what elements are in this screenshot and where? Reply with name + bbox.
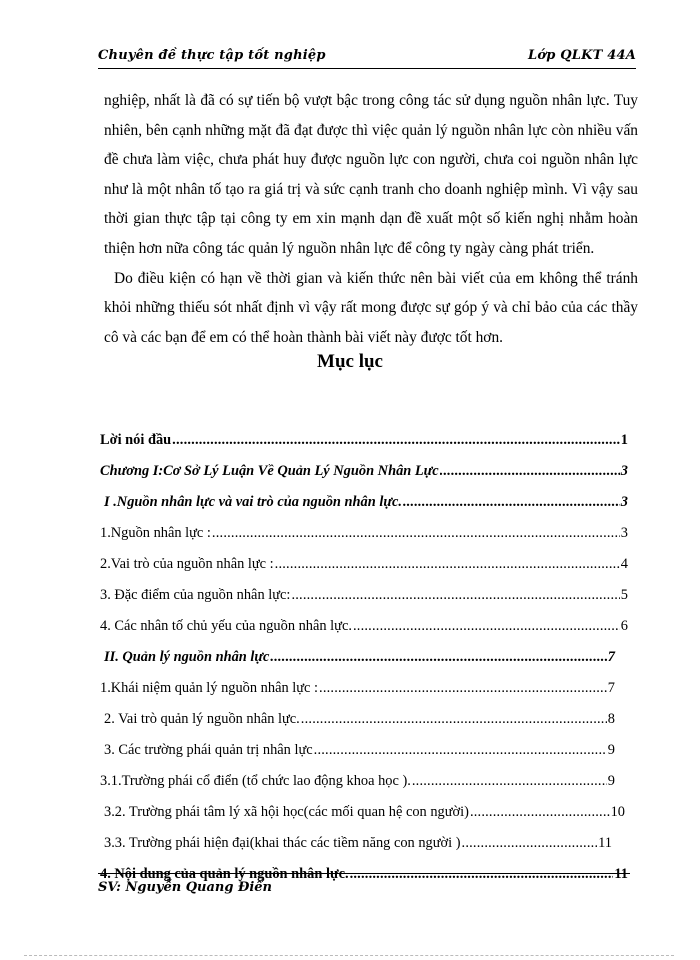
toc-entry-page: 3 [620,494,628,510]
toc-entry-text: 3.2. Trường phái tâm lý xã hội học(các mối quan hệ con người) [104,804,469,820]
toc-entry[interactable] [100,618,628,640]
toc-entry-text: 2.Vai trò của nguồn nhân lực : [100,556,274,572]
body-text [104,86,638,352]
toc-entry[interactable] [104,742,615,764]
toc-entry[interactable] [100,432,628,454]
toc-title: Mục lục [317,351,383,372]
toc-entry-text: 4. Các nhân tố chủ yếu của nguồn nhân lực. [100,618,352,634]
toc-entry-text: I .Nguồn nhân lực và vai trò của nguồn nhân lực. [104,494,402,510]
toc-entry-page: 3 [620,463,628,479]
paragraph-1: nghiệp, nhất là đã có sự tiến bộ vượt bậc trong công tác sử dụng nguồn nhân lực. Tuy nhiên, bên cạnh những mặt đã đạt được thì việc quản lý nguồn nhân lực còn nhiều vấn đề chưa làm việc, chưa phát huy được nguồn lực con người, chưa coi nguồn nhân lực như là một nhân tố tạo ra giá trị và sức cạnh tranh cho doanh nghiệp mình. Vì vậy sau thời gian thực tập tại công ty em xin mạnh dạn đề xuất một số kiến nghị nhằm hoàn thiện hơn nữa công tác quản lý nguồn nhân lực để công ty ngày càng phát triển. [104,92,638,257]
toc-entry-page: 11 [598,835,612,851]
header-class-name: Lớp QLKT 44A [528,48,636,63]
toc-entry[interactable] [100,556,628,578]
toc-entry[interactable] [104,804,625,826]
toc-entry-page: 3 [620,525,628,541]
toc-entry-text: Chương I:Cơ Sở Lý Luận Về Quản Lý Nguồn Nhân Lực [100,463,439,479]
toc-entry-page: 9 [607,742,615,758]
toc-leader [412,773,607,790]
page-bottom-divider [24,955,674,956]
toc-entry-text: 3.3. Trường phái hiện đại(khai thác các tiềm năng con người ) [104,835,461,851]
toc-entry-text: 3.1.Trường phái cổ điển (tổ chức lao động khoa học ). [100,773,411,789]
header-course-title: Chuyên đề thực tập tốt nghiệp [98,48,326,63]
toc-leader [470,804,610,821]
toc-leader [275,556,620,573]
toc-entry-text: 4. Nội dung của quản lý nguồn nhân lực. [100,866,349,882]
toc-entry-page: 11 [614,866,628,882]
toc-entry-text: 2. Vai trò quản lý nguồn nhân lực. [104,711,300,727]
toc-entry-text: 3. Đặc điểm của nguồn nhân lực: [100,587,291,603]
toc-leader [291,587,619,604]
toc-entry-text: Lời nói đầu [100,432,172,448]
toc-leader [270,649,606,666]
toc-entry-page: 6 [620,618,628,634]
paragraph-2: Do điều kiện có hạn về thời gian và kiến thức nên bài viết của em không thể tránh khỏi những thiếu sót nhất định vì vậy rất mong được sự góp ý và chỉ bảo của các thầy cô và các bạn để em có thể hoàn thành bài viết này được tốt hơn. [104,269,638,346]
toc-leader [462,835,598,852]
toc-leader [350,866,614,883]
toc-leader [353,618,620,635]
toc-entry-page: 8 [607,711,615,727]
toc-entry-text: II. Quản lý nguồn nhân lực [104,649,270,665]
page-header [98,42,636,69]
footer-student-name: SV: Nguyễn Quang Điển [98,880,273,895]
toc-entry[interactable] [100,463,628,485]
toc-entry-page: 5 [620,587,628,603]
toc-leader [440,463,620,480]
toc-leader [212,525,620,542]
toc-entry-text: 1.Nguồn nhân lực : [100,525,211,541]
toc-entry[interactable] [100,587,628,609]
toc-entry[interactable] [100,525,628,547]
toc-leader [314,742,607,759]
toc-entry[interactable] [104,494,628,516]
toc-entry-page: 7 [607,680,615,696]
toc-entry-page: 9 [607,773,615,789]
toc-entry[interactable] [104,711,615,733]
toc-leader [172,432,620,449]
toc-leader [319,680,607,697]
toc-entry[interactable] [104,835,612,857]
toc-entry-text: 1.Khái niệm quản lý nguồn nhân lực : [100,680,319,696]
toc-entry-page: 1 [620,432,628,448]
toc-entry-page: 10 [610,804,625,820]
toc-entry-page: 7 [607,649,615,665]
toc-entry[interactable] [100,773,615,795]
toc-entry[interactable] [100,680,615,702]
toc-entry-page: 4 [620,556,628,572]
toc-entry[interactable] [104,649,615,671]
toc-entry-text: 3. Các trường phái quản trị nhân lực [104,742,313,758]
toc-leader [403,494,620,511]
toc-leader [301,711,607,728]
